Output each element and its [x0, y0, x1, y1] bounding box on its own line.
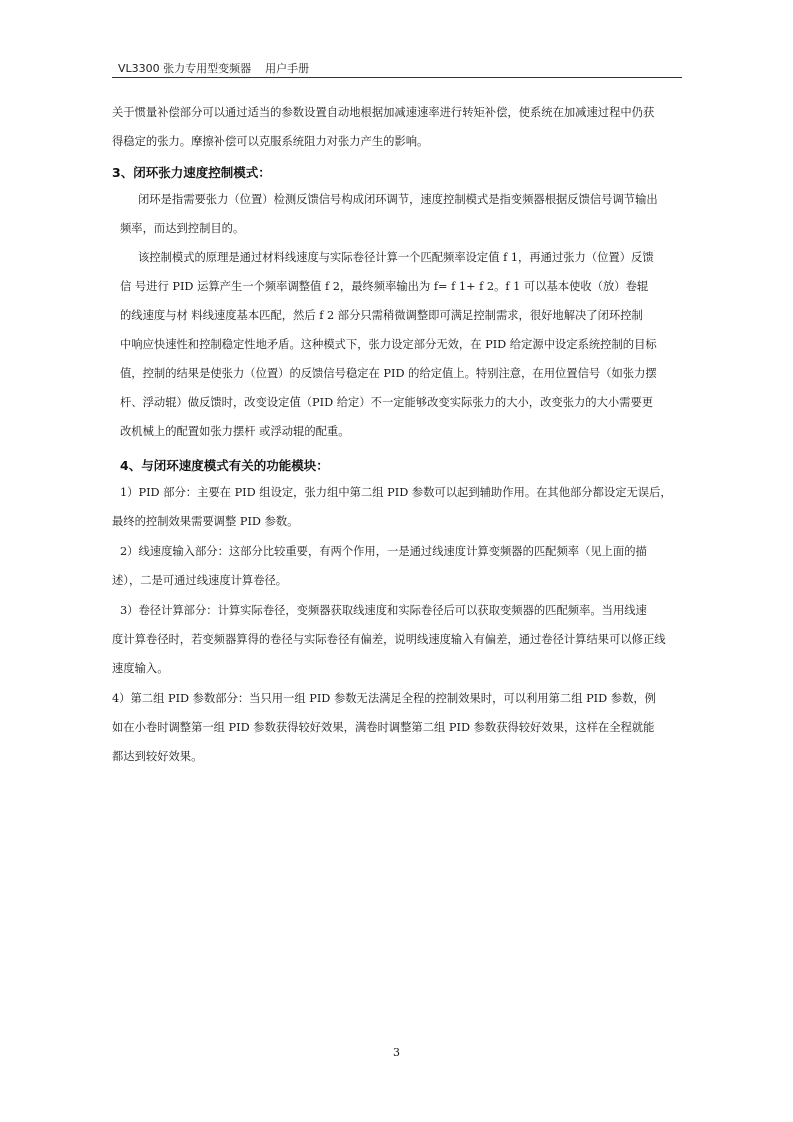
- section-4-item3-line-2: 度计算卷径时，若变频器算得的卷径与实际卷径有偏差，说明线速度输入有偏差，通过卷径计算结果可以修正线: [112, 633, 666, 646]
- section-4-heading: 4、与闭环速度模式有关的功能模块：: [120, 458, 329, 473]
- section-4-item2-line-1: 2）线速度输入部分：这部分比较重要，有两个作用，一是通过线速度计算变频器的匹配频率（见上面的描: [120, 545, 647, 558]
- section-3-para2-line-7: 改机械上的配置如张力摆杆 或浮动辊的配重。: [120, 425, 350, 438]
- intro-line-1: 关于惯量补偿部分可以通过适当的参数设置自动地根据加减速速率进行转矩补偿，使系统在加减速过程中仍获: [112, 106, 655, 119]
- section-3-para1-line-2: 频率，而达到控制目的。: [120, 222, 245, 235]
- section-4-item4-line-1: 4）第二组 PID 参数部分：当只用一组 PID 参数无法满足全程的控制效果时，可以利用第二组 PID 参数，例: [112, 692, 656, 705]
- section-4-item3-line-1: 3）卷径计算部分：计算实际卷径，变频器获取线速度和实际卷径后可以获取变频器的匹配频率。当用线速: [120, 604, 647, 617]
- section-4-item2-line-2: 述），二是可通过线速度计算卷径。: [112, 574, 288, 587]
- intro-line-2: 得稳定的张力。摩擦补偿可以克服系统阻力对张力产生的影响。: [112, 135, 429, 148]
- section-3-heading: 3、闭环张力速度控制模式：: [112, 165, 271, 180]
- section-3-para2-line-3: 的线速度与材 料线速度基本匹配，然后 f 2 部分只需稍微调整即可满足控制需求，很好地解决了闭环控制: [120, 309, 643, 322]
- page-number: 3: [393, 1046, 400, 1059]
- running-header: VL3300 张力专用型变频器 用户手册: [118, 62, 310, 75]
- section-3-para1-line-1: 闭环是指需要张力（位置）检测反馈信号构成闭环调节，速度控制模式是指变频器根据反馈信号调节输出: [138, 193, 658, 206]
- section-3-para2-line-5: 值，控制的结果是使张力（位置）的反馈信号稳定在 PID 的给定值上。特别注意，在用位置信号（如张力摆: [120, 367, 657, 380]
- section-3-para2-line-2: 信 号进行 PID 运算产生一个频率调整值 f 2，最终频率输出为 f= f 1+ f 2。f 1 可以基本使收（放）卷辊: [120, 280, 649, 293]
- section-3-para2-line-6: 杆、浮动辊）做反馈时，改变设定值（PID 给定）不一定能够改变实际张力的大小，改变张力的大小需要更: [120, 396, 654, 409]
- section-4-item1-line-2: 最终的控制效果需要调整 PID 参数。: [112, 515, 299, 528]
- section-4-item4-line-3: 都达到较好效果。: [112, 750, 203, 763]
- section-3-para2-line-4: 中响应快速性和控制稳定性地矛盾。这种模式下，张力设定部分无效，在 PID 给定源中设定系统控制的目标: [120, 338, 657, 351]
- section-4-item1-line-1: 1）PID 部分：主要在 PID 组设定，张力组中第二组 PID 参数可以起到辅助作用。在其他部分都设定无误后，: [120, 486, 672, 499]
- section-4-item3-line-3: 速度输入。: [112, 662, 169, 675]
- section-4-item4-line-2: 如在小卷时调整第一组 PID 参数获得较好效果，满卷时调整第二组 PID 参数获得较好效果，这样在全程就能: [112, 721, 655, 734]
- section-3-para2-line-1: 该控制模式的原理是通过材料线速度与实际卷径计算一个匹配频率设定值 f 1，再通过张力（位置）反馈: [138, 251, 654, 264]
- header-rule: [112, 77, 682, 78]
